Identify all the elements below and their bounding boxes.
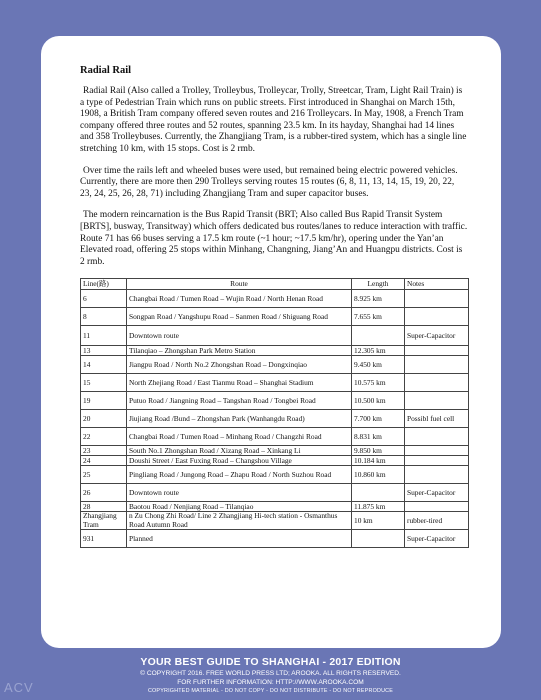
cell-length: 10.184 km	[352, 456, 405, 466]
cell-line: 13	[81, 346, 127, 356]
cell-route: Putuo Road / Jiangning Road – Tangshan Road / Tongbei Road	[127, 392, 352, 410]
table-row	[81, 484, 469, 502]
cell-line: 20	[81, 410, 127, 428]
table-row	[81, 326, 469, 346]
cell-line: 28	[81, 502, 127, 512]
table-row	[81, 356, 469, 374]
cell-line: 11	[81, 326, 127, 346]
cell-length	[352, 530, 405, 548]
cell-length: 11.875 km	[352, 502, 405, 512]
cell-notes	[405, 374, 469, 392]
cell-notes	[405, 356, 469, 374]
cell-notes: Possibl fuel cell	[405, 410, 469, 428]
cell-length: 10 km	[352, 512, 405, 530]
cell-notes: Super-Capacitor	[405, 530, 469, 548]
cell-line: 931	[81, 530, 127, 548]
cell-length: 9.850 km	[352, 446, 405, 456]
page-card	[41, 36, 501, 648]
cell-length: 8.925 km	[352, 290, 405, 308]
cell-notes: rubber-tired	[405, 512, 469, 530]
table-header-row	[81, 279, 469, 290]
cell-route: n Zu Chong Zhi Road/ Line 2 Zhangjiang Hi-tech station - Osmanthus Road Autumn Road	[127, 512, 352, 530]
cell-line: 26	[81, 484, 127, 502]
cell-route: Changbai Road / Tumen Road – Wujin Road / North Henan Road	[127, 290, 352, 308]
cell-line: 25	[81, 466, 127, 484]
header-line: Line(路)	[81, 279, 127, 290]
cell-length: 8.831 km	[352, 428, 405, 446]
footer-warning: COPYRIGHTED MATERIAL - DO NOT COPY - DO NOT DISTRIBUTE - DO NOT REPRODUCE	[147, 688, 394, 694]
table-row	[81, 428, 469, 446]
paragraph-history: Over time the rails left and wheeled buses were used, but remained being electric powered vehicles. Currently, there are more then 290 Trolleys serving routes 15 routes (6, 8, 11, 13, 14, 15, 19, 20, 22, 23, 24, 25, 26, 28, 71) including Zhangjiang Tram and super capacitor buses.	[80, 165, 458, 199]
cell-route: South No.1 Zhongshan Road / Xizang Road – Xinkang Li	[127, 446, 352, 456]
article	[80, 65, 468, 548]
cell-line: 6	[81, 290, 127, 308]
footer-title: YOUR BEST GUIDE TO SHANGHAI - 2017 EDITION	[140, 656, 401, 668]
cell-route: Downtown route	[127, 484, 352, 502]
paragraph-brt: The modern reincarnation is the Bus Rapid Transit (BRT; Also called Bus Rapid Transit System [BRTS], busway, Transitway) which offers dedicated bus routes/lanes to reduce interaction with traffic. Route 71 has 66 buses serving a 17.5 km route (~1 hour; ~17.5 km/hr), opering under the Yan’an Elevated road, offering 25 stops within Minhang, Changning, Jiang’An and Huangpu districts. Cost is 2 rmb.	[80, 210, 468, 267]
cell-route: Pingliang Road / Jungong Road – Zhapu Road / North Suzhou Road	[127, 466, 352, 484]
routes-table	[80, 278, 469, 548]
table-row	[81, 530, 469, 548]
cell-notes: Super-Capacitor	[405, 484, 469, 502]
cell-length	[352, 326, 405, 346]
paragraph-intro: Radial Rail (Also called a Trolley, Trolleybus, Trolleycar, Trolly, Streetcar, Tram, Light Rail Train) is a type of Pedestrian Train which runs on public streets. First introduced in Shanghai on March 15th, 1908, a British Tram company offered seven routes and 216 Trolleycars. In May, 1908, a French Tram company offered three routes and 52 routes, spanning 23.5 km. In its hayday, Shanghai had 14 lines and 358 Trolleybuses. Currently, the Zhangjiang Tram, is a rubber-tired system, which has a single line stretching 10 km, with 15 stops. Cost is 2 rmb.	[80, 86, 467, 154]
cell-line: 23	[81, 446, 127, 456]
cell-route: Downtown route	[127, 326, 352, 346]
cell-route: Jiangpu Road / North No.2 Zhongshan Road – Dongxinqiao	[127, 356, 352, 374]
cell-line: 15	[81, 374, 127, 392]
cell-line: 24	[81, 456, 127, 466]
cell-length: 9.450 km	[352, 356, 405, 374]
watermark: ACV	[4, 680, 34, 695]
cell-line: 14	[81, 356, 127, 374]
table-row	[81, 346, 469, 356]
header-route: Route	[127, 279, 352, 290]
cell-notes	[405, 466, 469, 484]
cell-notes: Super-Capacitor	[405, 326, 469, 346]
cell-line: 8	[81, 308, 127, 326]
table-row	[81, 290, 469, 308]
footer-copyright: © COPYRIGHT 2016. FREE WORLD PRESS LTD; AROOKA. ALL RIGHTS RESERVED.	[140, 670, 401, 677]
cell-line: 22	[81, 428, 127, 446]
cell-route: Songpan Road / Yangshupu Road – Sanmen Road / Shiguang Road	[127, 308, 352, 326]
cell-notes	[405, 392, 469, 410]
cell-route: Doushi Street / East Fuxing Road – Changshou Village	[127, 456, 352, 466]
table-row	[81, 392, 469, 410]
cell-line: 19	[81, 392, 127, 410]
table-row	[81, 446, 469, 456]
cell-route: Baotou Road / Nenjiang Road – Tilanqiao	[127, 502, 352, 512]
table-row	[81, 502, 469, 512]
cell-route: Changbai Road / Tumen Road – Minhang Road / Changzhi Road	[127, 428, 352, 446]
header-notes: Notes	[405, 279, 469, 290]
cell-length: 12.305 km	[352, 346, 405, 356]
cell-notes	[405, 290, 469, 308]
cell-route: Planned	[127, 530, 352, 548]
cell-notes	[405, 456, 469, 466]
page-title: Radial Rail	[80, 65, 132, 76]
cell-length	[352, 484, 405, 502]
table-row	[81, 512, 469, 530]
table-row	[81, 374, 469, 392]
cell-notes	[405, 446, 469, 456]
table-row	[81, 410, 469, 428]
cell-length: 10.575 km	[352, 374, 405, 392]
cell-length: 10.860 km	[352, 466, 405, 484]
footer-info: FOR FURTHER INFORMATION: HTTP://WWW.AROOKA.COM	[177, 679, 364, 686]
cell-line: Zhangjiang Tram	[81, 512, 127, 530]
table-row	[81, 456, 469, 466]
cell-route: Jiujiang Road /Bund – Zhongshan Park (Wanhangdu Road)	[127, 410, 352, 428]
cell-notes	[405, 308, 469, 326]
cell-notes	[405, 428, 469, 446]
cell-notes	[405, 346, 469, 356]
cell-length: 7.700 km	[352, 410, 405, 428]
cell-route: Tilanqiao – Zhongshan Park Metro Station	[127, 346, 352, 356]
cell-length: 10.500 km	[352, 392, 405, 410]
table-row	[81, 466, 469, 484]
cell-length: 7.655 km	[352, 308, 405, 326]
table-row	[81, 308, 469, 326]
header-length: Length	[352, 279, 405, 290]
cell-route: North Zhejiang Road / East Tianmu Road – Shanghai Stadium	[127, 374, 352, 392]
cell-notes	[405, 502, 469, 512]
